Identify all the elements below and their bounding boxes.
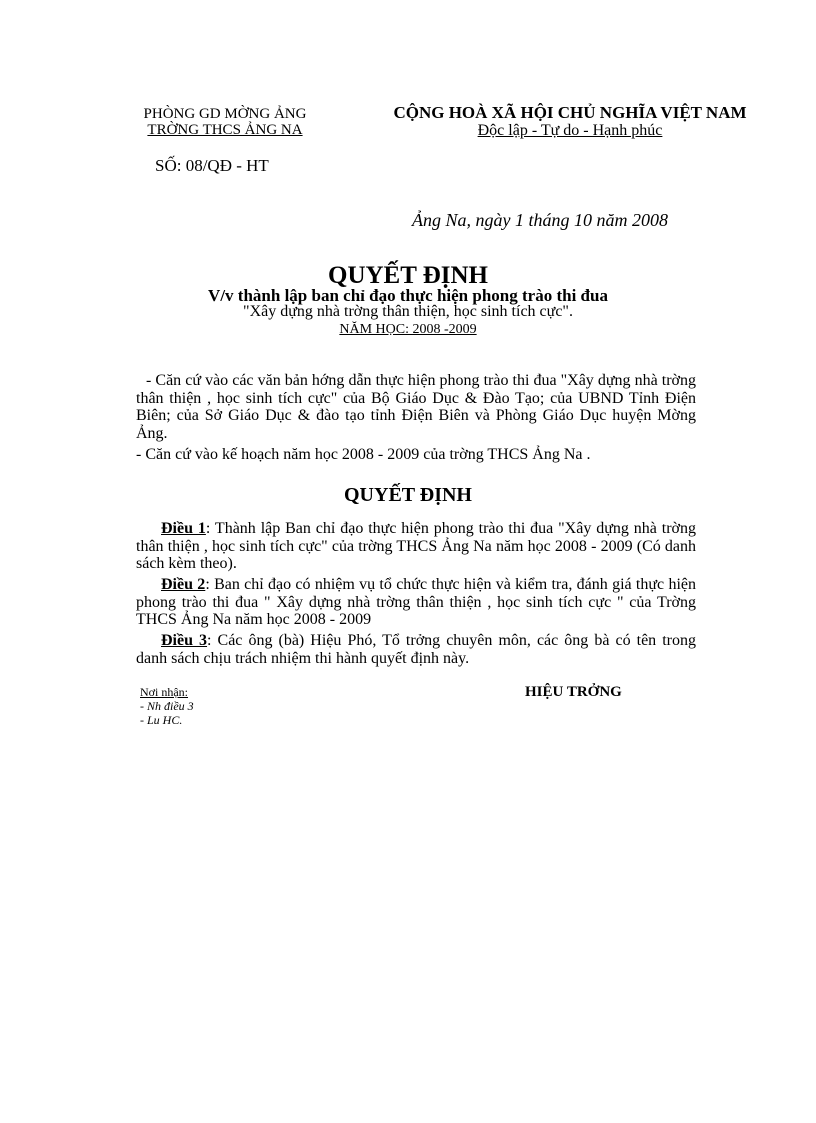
recipients-title: Nơi nhận: bbox=[140, 685, 189, 699]
article-2 bbox=[136, 576, 696, 629]
document-title: QUYẾT ĐỊNH bbox=[328, 262, 488, 289]
recipients-block bbox=[140, 685, 194, 727]
article-3-text: : Các ông (bà) Hiệu Phó, Tổ trởng chuyên môn, các ông bà có tên trong danh sách chịu trách nhiệm thi hành quyết định này. bbox=[136, 632, 696, 667]
recipient-item: - Lu HC. bbox=[140, 713, 183, 727]
basis-paragraph-1: - Căn cứ vào các văn bản hớng dẫn thực hiện phong trào thi đua "Xây dựng nhà trờng thân thiện , học sinh tích cực" của Bộ Giáo Dục & Đào Tạo; của UBND Tỉnh Điện Biên; của Sở Giáo Dục & đào tạo tỉnh Điện Biên và Phòng Giáo Dục huyện Mờng Ảng. bbox=[136, 372, 696, 442]
article-3-label: Điều 3 bbox=[161, 632, 208, 649]
date-line: Ảng Na, ngày 1 tháng 10 năm 2008 bbox=[412, 210, 668, 230]
article-2-text: : Ban chỉ đạo có nhiệm vụ tổ chức thực hiện và kiểm tra, đánh giá thực hiện phong trào thi đua " Xây dựng nhà trờng thân thiện , học sinh tích cực " của Trờng THCS Ảng Na năm học 2008 - 2009 bbox=[136, 576, 696, 628]
basis-paragraph-2: - Căn cứ vào kế hoạch năm học 2008 - 2009 của trờng THCS Ảng Na . bbox=[136, 446, 591, 463]
article-1-text: : Thành lập Ban chỉ đạo thực hiện phong trào thi đua "Xây dựng nhà trờng thân thiện , học sinh tích cực" của trờng THCS Ảng Na năm học 2008 - 2009 (Có danh sách kèm theo). bbox=[136, 520, 697, 572]
document-number: SỐ: 08/QĐ - HT bbox=[155, 156, 269, 175]
document-subject: V/v thành lập ban chỉ đạo thực hiện phong trào thi đua bbox=[208, 286, 608, 305]
national-header bbox=[380, 104, 760, 140]
article-1 bbox=[136, 520, 696, 573]
authority-line-2: TRỜNG THCS ẢNG NA bbox=[147, 122, 303, 138]
authority-header bbox=[110, 106, 340, 138]
recipient-item: - Nh điều 3 bbox=[140, 699, 194, 713]
authority-line-1: PHÒNG GD MỜNG ẢNG bbox=[143, 106, 307, 122]
article-1-label: Điều 1 bbox=[161, 520, 206, 537]
nation-motto: Độc lập - Tự do - Hạnh phúc bbox=[477, 122, 663, 139]
article-2-label: Điều 2 bbox=[161, 576, 206, 593]
movement-name: "Xây dựng nhà trờng thân thiện, học sinh tích cực". bbox=[243, 303, 573, 320]
article-3 bbox=[136, 632, 696, 667]
decision-heading: QUYẾT ĐỊNH bbox=[344, 484, 472, 506]
nation-name: CỘNG HOÀ XÃ HỘI CHỦ NGHĨA VIỆT NAM bbox=[393, 103, 747, 122]
signatory-title: HIỆU TRỞNG bbox=[525, 684, 622, 700]
school-year: NĂM HỌC: 2008 -2009 bbox=[339, 322, 477, 337]
